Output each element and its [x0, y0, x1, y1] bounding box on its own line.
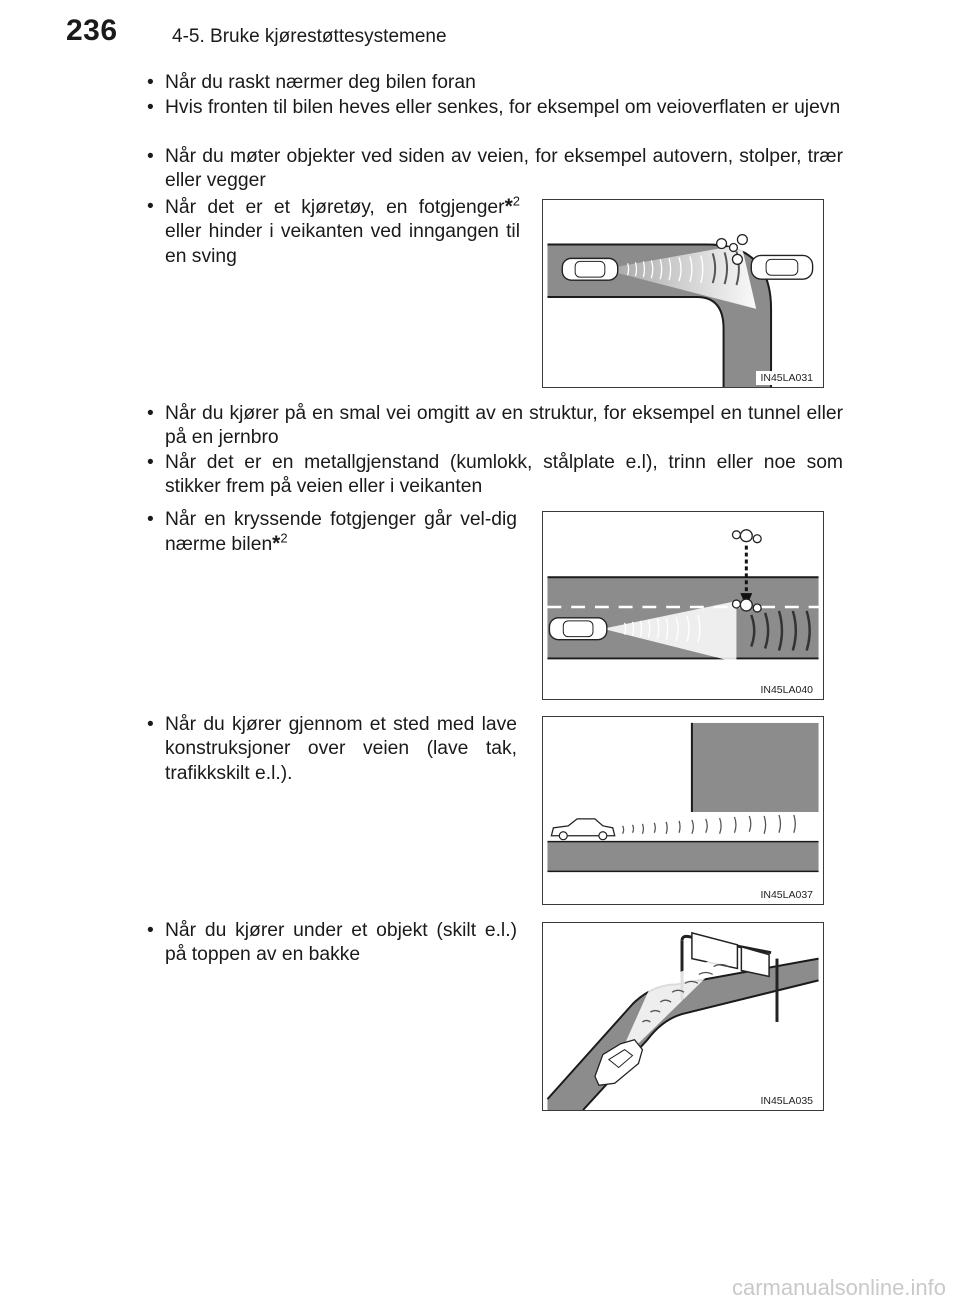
list-item [147, 402, 843, 451]
list-item [147, 96, 843, 120]
figure-code: IN45LA031 [756, 371, 817, 385]
list-item [147, 713, 517, 786]
bullet-text: Når du møter objekter ved siden av veien, for eksempel autovern, stolper, trær eller vegger [165, 146, 843, 192]
list-item [147, 919, 517, 968]
list-item [147, 508, 517, 558]
bullet-text: Når du kjører under et objekt (skilt e.l.) på toppen av en bakke [165, 920, 517, 966]
figure-crossing-pedestrian [542, 511, 824, 700]
bullet-text-continued: eller hinder i veikanten ved inngangen til en sving [165, 221, 520, 267]
bullet-dot: • [147, 97, 154, 118]
bullet-dot: • [147, 452, 154, 473]
crossing-pedestrian-illustration [543, 512, 823, 699]
bullet-text: Når du kjører på en smal vei omgitt av en struktur, for eksempel en tunnel eller på en jernbro [165, 403, 843, 449]
footnote-ref: 2 [512, 193, 520, 209]
bullet-text: Når du raskt nærmer deg bilen foran [165, 72, 476, 93]
list-item [147, 71, 843, 95]
hilltop-sign-illustration [543, 923, 823, 1110]
bullet-text: Når du kjører gjennom et sted med lave konstruksjoner over veien (lave tak, trafikkskilt e.l.). [165, 714, 517, 784]
bullet-dot: • [147, 72, 154, 93]
low-structure-illustration [543, 717, 823, 904]
bullet-text: Når det er et kjøretøy, en fotgjenger [165, 197, 505, 218]
figure-code: IN45LA040 [756, 683, 817, 697]
section-title: 4-5. Bruke kjørestøttesystemene [172, 26, 447, 47]
bullet-dot: • [147, 403, 154, 424]
figure-hilltop-sign [542, 922, 824, 1111]
bullet-text: Når en kryssende fotgjenger går vel-dig nærme bilen [165, 509, 517, 556]
figure-code: IN45LA035 [756, 1094, 817, 1108]
curve-road-illustration [543, 200, 823, 387]
footnote-asterisk: * [272, 532, 281, 556]
figure-curve-road [542, 199, 824, 388]
list-item [147, 451, 843, 500]
list-item [147, 145, 843, 194]
figure-code: IN45LA037 [756, 888, 817, 902]
watermark: carmanualsonline.info [731, 1275, 946, 1300]
footnote-ref: 2 [280, 530, 288, 546]
bullet-text: Hvis fronten til bilen heves eller senkes, for eksempel om veioverflaten er ujevn [165, 97, 841, 118]
bullet-dot: • [147, 146, 154, 167]
footnote-asterisk: * [504, 195, 513, 218]
bullet-dot: • [147, 196, 154, 217]
figure-low-structure [542, 716, 824, 905]
bullet-text: Når det er en metallgjenstand (kumlokk, stålplate e.l), trinn eller noe som stikker frem på veien eller i veikanten [165, 452, 843, 498]
bullet-dot: • [147, 714, 154, 735]
bullet-dot: • [147, 920, 154, 941]
page-number: 236 [66, 14, 118, 47]
bullet-dot: • [147, 509, 154, 530]
list-item [147, 193, 520, 269]
